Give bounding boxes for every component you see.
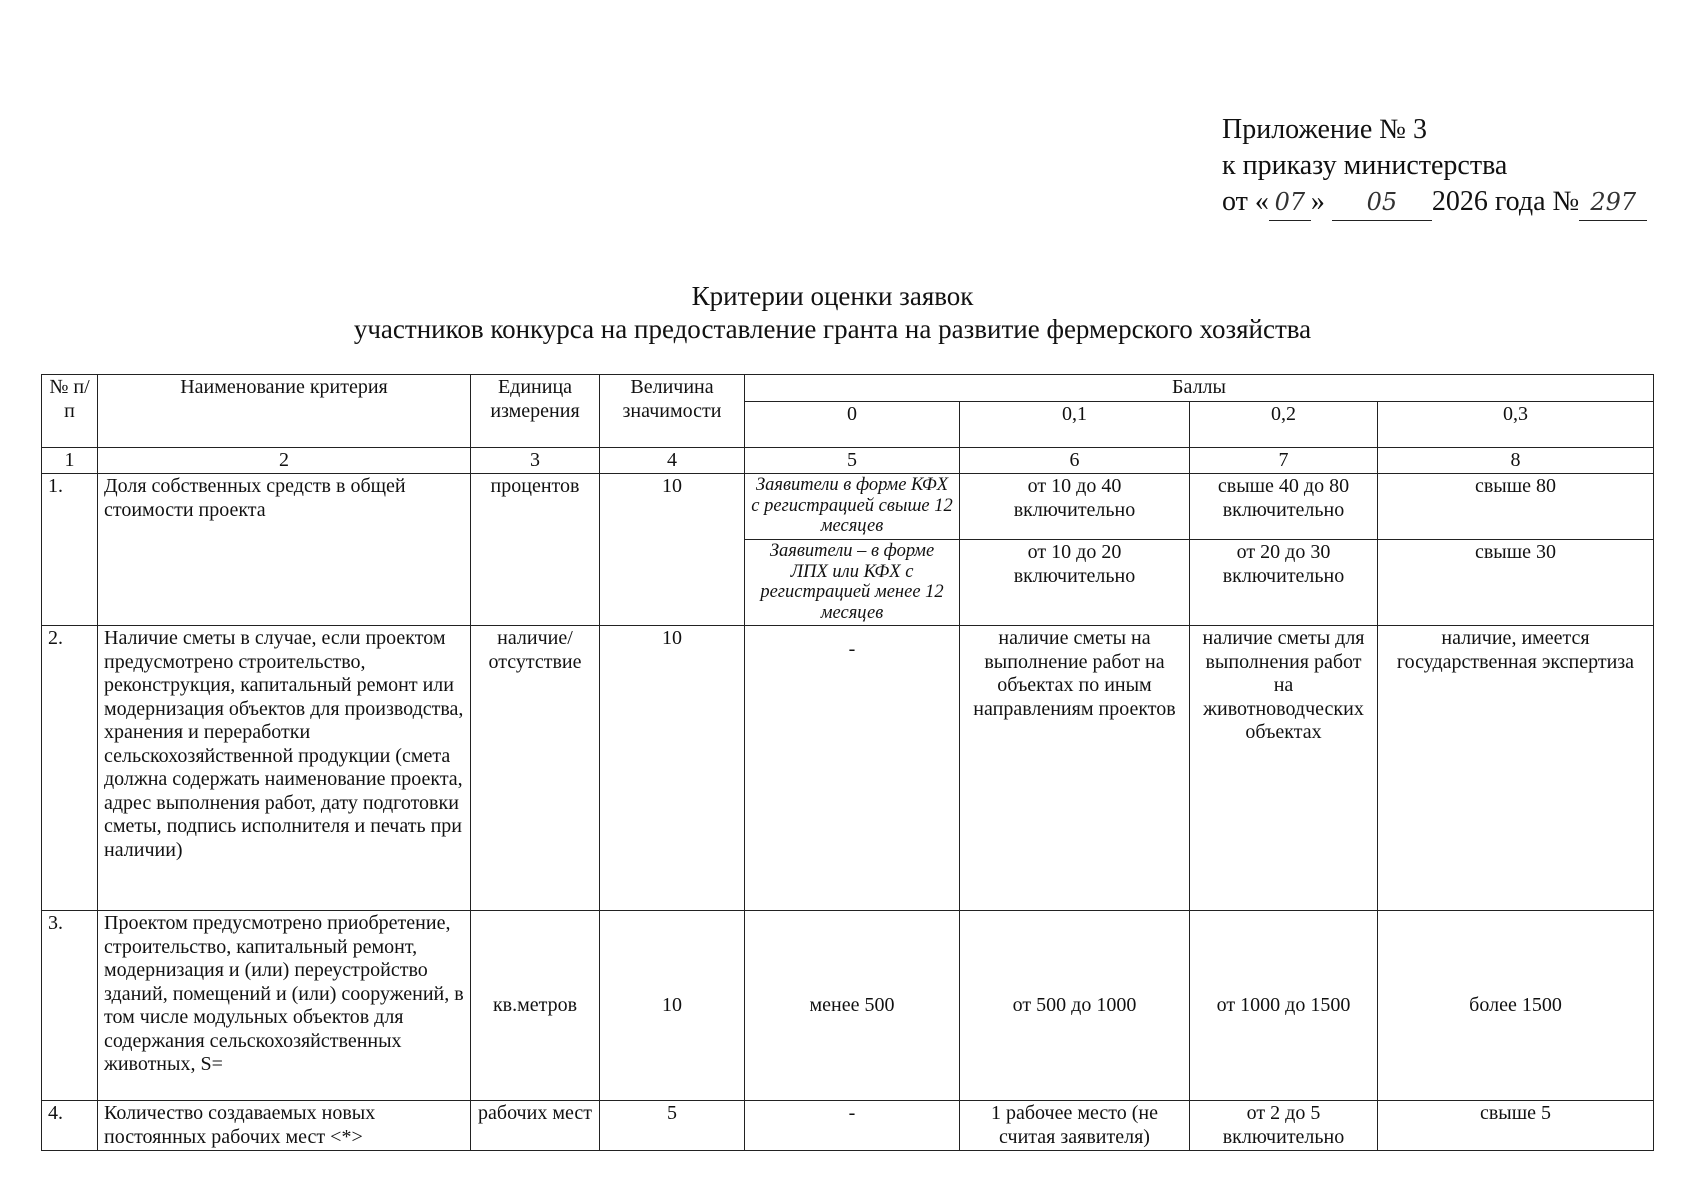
score-03-value: наличие, имеется государственная экспертиза [1378,626,1654,911]
criterion-name: Наличие сметы в случае, если проектом предусмотрено строительство, реконструкция, капитальный ремонт или модернизация объектов для производства, хранения и переработки сельскохозяйственной продукции (смета должна содержать наименование проекта, адрес выполнения работ, дату подготовки сметы, подпись исполнителя и печать при наличии) [98,626,471,911]
appendix-date-line [1222,184,1647,221]
column-index: 4 [600,447,745,474]
score-03-value: более 1500 [1378,911,1654,1101]
score-01-value: от 10 до 40 включительно [960,474,1190,540]
column-index: 7 [1190,447,1378,474]
score-03-value: свыше 80 [1378,474,1654,540]
criterion-unit: рабочих мест [471,1101,600,1151]
row-number: 4. [42,1101,98,1151]
appendix-number: Приложение № 3 [1222,114,1427,145]
header-score-02: 0,2 [1190,401,1378,447]
score-0-value: менее 500 [745,911,960,1101]
table-row [42,911,1654,1101]
score-02-value: свыше 40 до 80 включительно [1190,474,1378,540]
applicant-group: Заявители – в форме ЛПХ или КФХ с регистрацией менее 12 месяцев [745,540,960,626]
title-line-2: участников конкурса на предоставление гранта на развитие фермерского хозяйства [353,314,1312,344]
criterion-weight: 10 [600,626,745,911]
header-unit: Единица измерения [471,375,600,448]
header-scores: Баллы [745,375,1654,402]
column-index: 6 [960,447,1190,474]
order-number: 297 [1579,184,1647,221]
column-index: 5 [745,447,960,474]
score-02-value: от 20 до 30 включительно [1190,540,1378,626]
criterion-name: Доля собственных средств в общей стоимости проекта [98,474,471,626]
header-score-01: 0,1 [960,401,1190,447]
criterion-unit: кв.метров [471,911,600,1101]
date-prefix: от « [1222,186,1269,217]
score-0-value: - [745,1101,960,1151]
criterion-unit: наличие/ отсутствие [471,626,600,911]
date-separator: » [1310,186,1325,217]
header-num: № п/п [42,375,98,448]
column-index-row [42,447,1654,474]
header-score-03: 0,3 [1378,401,1654,447]
row-number: 1. [42,474,98,626]
column-index: 8 [1378,447,1654,474]
criterion-weight: 10 [600,474,745,626]
score-01-value: от 500 до 1000 [960,911,1190,1101]
appendix-order-ref: к приказу министерства [1222,150,1508,181]
score-02-value: от 2 до 5 включительно [1190,1101,1378,1151]
score-03-value: свыше 30 [1378,540,1654,626]
score-02-value: от 1000 до 1500 [1190,911,1378,1101]
date-year: 2026 года № [1431,186,1580,217]
criterion-name: Количество создаваемых новых постоянных рабочих мест <*> [98,1101,471,1151]
header-score-0: 0 [745,401,960,447]
appendix-block [1222,112,1647,221]
criterion-unit: процентов [471,474,600,626]
header-row-1 [42,375,1654,402]
date-day: 07 [1269,184,1311,221]
criterion-name: Проектом предусмотрено приобретение, строительство, капитальный ремонт, модернизация и (или) переустройство зданий, помещений и (или) сооружений, в том числе модульных объектов для содержания сельскохозяйственных животных, S= [98,911,471,1101]
applicant-group: Заявители в форме КФХ с регистрацией свыше 12 месяцев [745,474,960,540]
table-row [42,474,1654,540]
score-0-value: - [745,626,960,911]
criterion-weight: 10 [600,911,745,1101]
header-weight: Величина значимости [600,375,745,448]
table-row [42,1101,1654,1151]
column-index: 1 [42,447,98,474]
date-month: 05 [1332,184,1432,221]
header-name: Наименование критерия [98,375,471,448]
score-01-value: 1 рабочее место (не считая заявителя) [960,1101,1190,1151]
score-01-value: от 10 до 20 включительно [960,540,1190,626]
score-03-value: свыше 5 [1378,1101,1654,1151]
column-index: 2 [98,447,471,474]
title-line-1: Критерии оценки заявок [691,281,974,311]
row-number: 3. [42,911,98,1101]
row-number: 2. [42,626,98,911]
document-title [0,280,1665,346]
criteria-table [41,374,1654,1151]
criterion-weight: 5 [600,1101,745,1151]
table-row [42,626,1654,911]
score-02-value: наличие сметы для выполнения работ на животноводческих объектах [1190,626,1378,911]
column-index: 3 [471,447,600,474]
score-01-value: наличие сметы на выполнение работ на объектах по иным направлениям проектов [960,626,1190,911]
